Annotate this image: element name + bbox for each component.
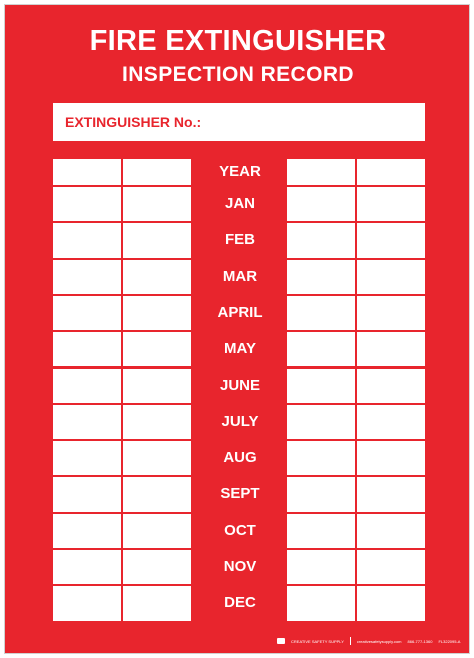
year-cell[interactable] — [287, 159, 355, 185]
month-label: JULY — [221, 412, 259, 430]
footer-sku: FL322095-A — [438, 638, 461, 644]
inspection-cell[interactable] — [53, 296, 121, 330]
footer-brand: CREATIVE SAFETY SUPPLY — [291, 638, 344, 644]
inspection-cell[interactable] — [287, 260, 355, 294]
inspection-cell[interactable] — [123, 441, 191, 475]
inspection-cell[interactable] — [287, 514, 355, 548]
year-cell[interactable] — [357, 159, 425, 185]
brand-logo-icon — [277, 638, 285, 644]
month-label: NOV — [223, 558, 257, 575]
sign-title: FIRE EXTINGUISHER — [89, 25, 387, 57]
inspection-cell[interactable] — [357, 369, 425, 403]
inspection-cell[interactable] — [53, 586, 121, 620]
inspection-cell[interactable] — [53, 514, 121, 548]
inspection-cell[interactable] — [357, 332, 425, 366]
inspection-cell[interactable] — [357, 550, 425, 584]
inspection-cell[interactable] — [287, 586, 355, 620]
month-label: MAY — [224, 340, 256, 358]
inspection-cell[interactable] — [123, 369, 191, 403]
month-label: DEC — [224, 594, 256, 612]
footer — [277, 637, 460, 645]
inspection-sign — [4, 4, 470, 654]
inspection-cell[interactable] — [287, 405, 355, 439]
inspection-cell[interactable] — [357, 586, 425, 620]
inspection-cell[interactable] — [287, 441, 355, 475]
inspection-cell[interactable] — [53, 550, 121, 584]
footer-phone: 866-777-1360 — [407, 638, 433, 644]
month-label: SEPT — [220, 485, 260, 503]
footer-divider — [350, 637, 351, 645]
inspection-cell[interactable] — [123, 550, 191, 584]
inspection-cell[interactable] — [357, 260, 425, 294]
inspection-cell[interactable] — [287, 477, 355, 511]
inspection-cell[interactable] — [357, 441, 425, 475]
inspection-cell[interactable] — [53, 332, 121, 366]
inspection-cell[interactable] — [123, 332, 191, 366]
inspection-cell[interactable] — [53, 223, 121, 257]
inspection-cell[interactable] — [357, 477, 425, 511]
inspection-cell[interactable] — [357, 514, 425, 548]
inspection-cell[interactable] — [287, 296, 355, 330]
year-header: YEAR — [219, 163, 261, 180]
inspection-cell[interactable] — [123, 296, 191, 330]
inspection-cell[interactable] — [123, 477, 191, 511]
inspection-cell[interactable] — [53, 405, 121, 439]
inspection-cell[interactable] — [287, 332, 355, 366]
month-label: MAR — [222, 267, 258, 285]
inspection-cell[interactable] — [357, 405, 425, 439]
inspection-cell[interactable] — [123, 514, 191, 548]
inspection-cell[interactable] — [357, 187, 425, 221]
month-label: JUNE — [219, 376, 260, 394]
inspection-cell[interactable] — [357, 223, 425, 257]
month-label: FEB — [225, 231, 255, 249]
month-label: APRIL — [217, 303, 263, 321]
inspection-cell[interactable] — [53, 369, 121, 403]
inspection-cell[interactable] — [123, 260, 191, 294]
inspection-cell[interactable] — [123, 586, 191, 620]
inspection-cell[interactable] — [123, 223, 191, 257]
extinguisher-number-field[interactable] — [53, 103, 425, 141]
sign-subtitle: INSPECTION RECORD — [122, 63, 354, 86]
month-label: AUG — [223, 449, 257, 467]
month-label: JAN — [224, 195, 255, 212]
inspection-cell[interactable] — [53, 477, 121, 511]
month-label: OCT — [224, 521, 256, 539]
inspection-cell[interactable] — [287, 187, 355, 221]
inspection-cell[interactable] — [123, 405, 191, 439]
footer-website: creativesafetysupply.com — [356, 638, 402, 644]
inspection-cell[interactable] — [287, 223, 355, 257]
inspection-cell[interactable] — [53, 441, 121, 475]
inspection-grid — [53, 159, 425, 623]
inspection-cell[interactable] — [287, 550, 355, 584]
inspection-cell[interactable] — [53, 187, 121, 221]
year-cell[interactable] — [123, 159, 191, 185]
inspection-cell[interactable] — [357, 296, 425, 330]
year-cell[interactable] — [53, 159, 121, 185]
inspection-cell[interactable] — [123, 187, 191, 221]
inspection-cell[interactable] — [53, 260, 121, 294]
extinguisher-number-label: EXTINGUISHER No.: — [65, 114, 202, 130]
inspection-cell[interactable] — [287, 369, 355, 403]
